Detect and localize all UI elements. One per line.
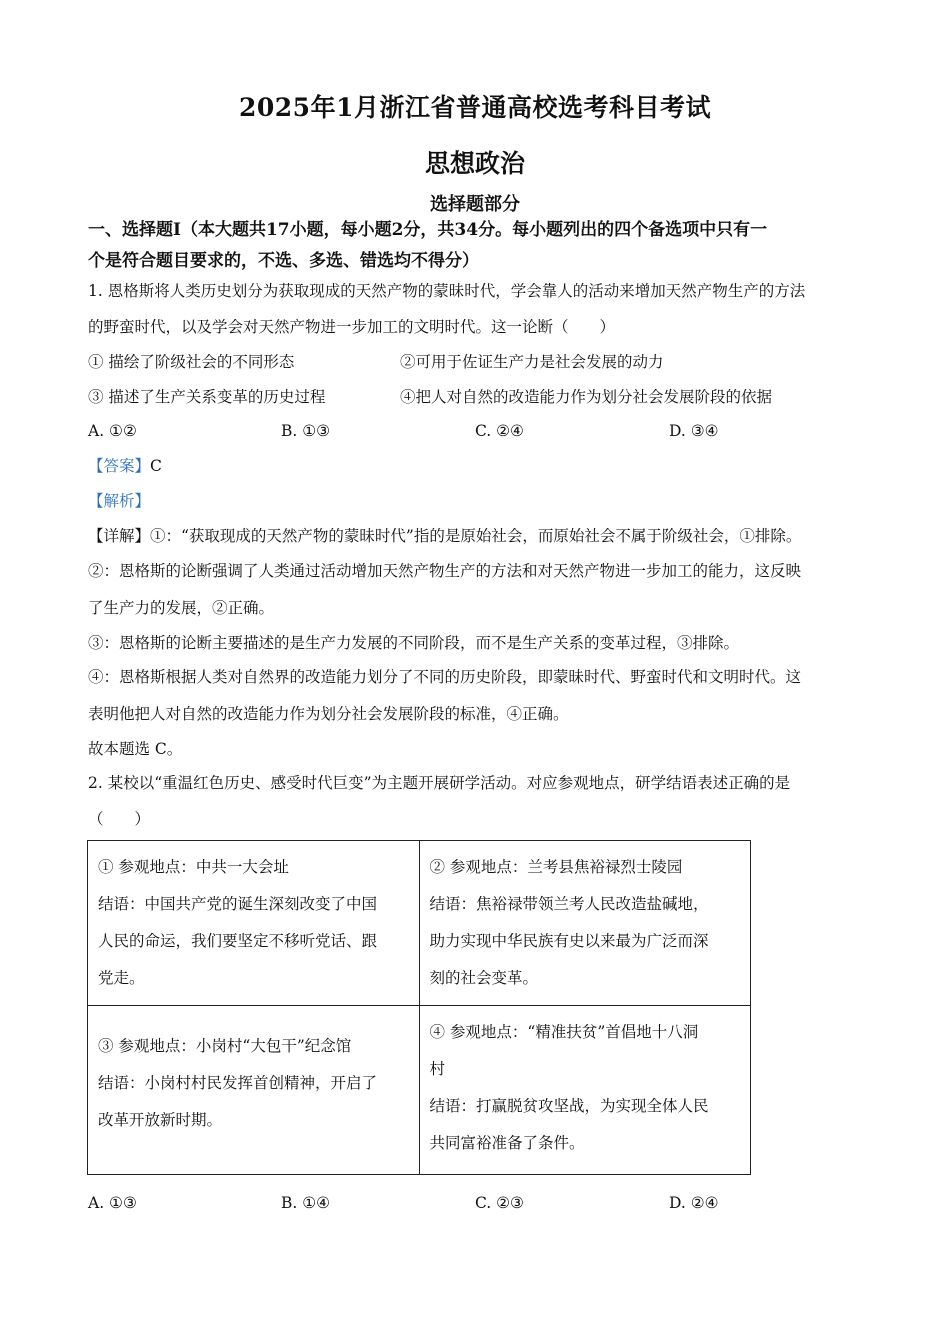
q2-cell-4: [419, 1006, 751, 1175]
answer-label: 【答案】: [88, 457, 151, 475]
cell-text: 党走。: [98, 969, 145, 987]
q1-option-d: D. ③④: [669, 422, 719, 440]
q1-option-b: B. ①③: [281, 422, 331, 440]
cell-text: ④ 参观地点：“精准扶贫”首倡地十八洞: [429, 1023, 699, 1041]
cell-text: 结语：焦裕禄带领兰考人民改造盐碱地，: [429, 895, 709, 913]
cell-text: 人民的命运，我们要坚定不移听党话、跟: [98, 932, 378, 950]
q2-cell-3: [88, 1006, 420, 1175]
q2-option-d: D. ②④: [669, 1194, 719, 1212]
q1-detail-line3: 了生产力的发展，②正确。: [88, 599, 275, 617]
q1-detail-line6: 表明他把人对自然的改造能力作为划分社会发展阶段的标准，④正确。: [88, 705, 569, 723]
part1-heading-line1: 一、选择题Ⅰ（本大题共17小题，每小题2分，共34分。每小题列出的四个备选项中只有一: [88, 220, 768, 240]
cell-text: ③ 参观地点：小岗村“大包干”纪念馆: [98, 1037, 352, 1055]
q1-detail-line2: ②：恩格斯的论断强调了人类通过活动增加天然产物生产的方法和对天然产物进一步加工的能力，这反映: [88, 562, 802, 580]
q2-stem-line1: 2. 某校以“重温红色历史、感受时代巨变”为主题开展研学活动。对应参观地点，研学结语表述正确的是: [88, 774, 791, 792]
cell-text: ① 参观地点：中共一大会址: [98, 858, 289, 876]
section-title: 选择题部分: [430, 194, 520, 215]
q2-option-c: C. ②③: [475, 1194, 524, 1212]
q1-detail-line4: ③：恩格斯的论断主要描述的是生产力发展的不同阶段，而不是生产关系的变革过程，③排除。: [88, 634, 740, 652]
cell-text: 结语：小岗村村民发挥首创精神，开启了: [98, 1074, 378, 1092]
q2-option-a: A. ①③: [88, 1194, 137, 1212]
cell-text: 刻的社会变革。: [429, 969, 539, 987]
q2-cell-2: [419, 841, 751, 1006]
part1-heading-line2: 个是符合题目要求的，不选、多选、错选均不得分）: [88, 251, 479, 271]
q1-stem-line2: 的野蛮时代，以及学会对天然产物进一步加工的文明时代。这一论断（ ）: [88, 318, 616, 336]
cell-text: 结语：中国共产党的诞生深刻改变了中国: [98, 895, 378, 913]
q2-option-b: B. ①④: [281, 1194, 331, 1212]
cell-text: ② 参观地点：兰考县焦裕禄烈士陵园: [429, 858, 683, 876]
cell-text: 助力实现中华民族有史以来最为广泛而深: [429, 932, 709, 950]
q1-statement-3: ③ 描述了生产关系变革的历史过程: [88, 388, 326, 406]
q1-statement-1: ① 描绘了阶级社会的不同形态: [88, 353, 295, 371]
q1-stem-line1: 1. 恩格斯将人类历史划分为获取现成的天然产物的蒙昧时代，学会靠人的活动来增加天然产物生产的方法: [88, 282, 806, 300]
exam-title: 2025年1月浙江省普通高校选考科目考试: [239, 93, 711, 122]
cell-text: 共同富裕准备了条件。: [429, 1134, 585, 1152]
q1-detail-line5: ④：恩格斯根据人类对自然界的改造能力划分了不同的历史阶段，即蒙昧时代、野蛮时代和文明时代。这: [88, 668, 802, 686]
cell-text: 结语：打赢脱贫攻坚战，为实现全体人民: [429, 1097, 709, 1115]
analysis-label: 【解析】: [88, 492, 151, 510]
q2-cell-1: [88, 841, 420, 1006]
q1-answer: [88, 455, 868, 477]
q1-detail-line7: 故本题选 C。: [88, 740, 183, 758]
cell-text: 村: [429, 1060, 446, 1078]
q1-option-a: A. ①②: [88, 422, 137, 440]
q1-detail-line1: 【详解】①：“获取现成的天然产物的蒙昧时代”指的是原始社会，而原始社会不属于阶级社会，①排除。: [88, 527, 802, 545]
q1-statement-4: ④把人对自然的改造能力作为划分社会发展阶段的依据: [400, 388, 773, 406]
q2-stem-line2: （ ）: [88, 810, 151, 828]
answer-value: C: [150, 457, 162, 475]
subject-title: 思想政治: [424, 149, 525, 178]
q1-option-c: C. ②④: [475, 422, 524, 440]
q1-statement-2: ②可用于佐证生产力是社会发展的动力: [400, 353, 664, 371]
q2-visit-table: [87, 840, 751, 1175]
cell-text: 改革开放新时期。: [98, 1111, 223, 1129]
